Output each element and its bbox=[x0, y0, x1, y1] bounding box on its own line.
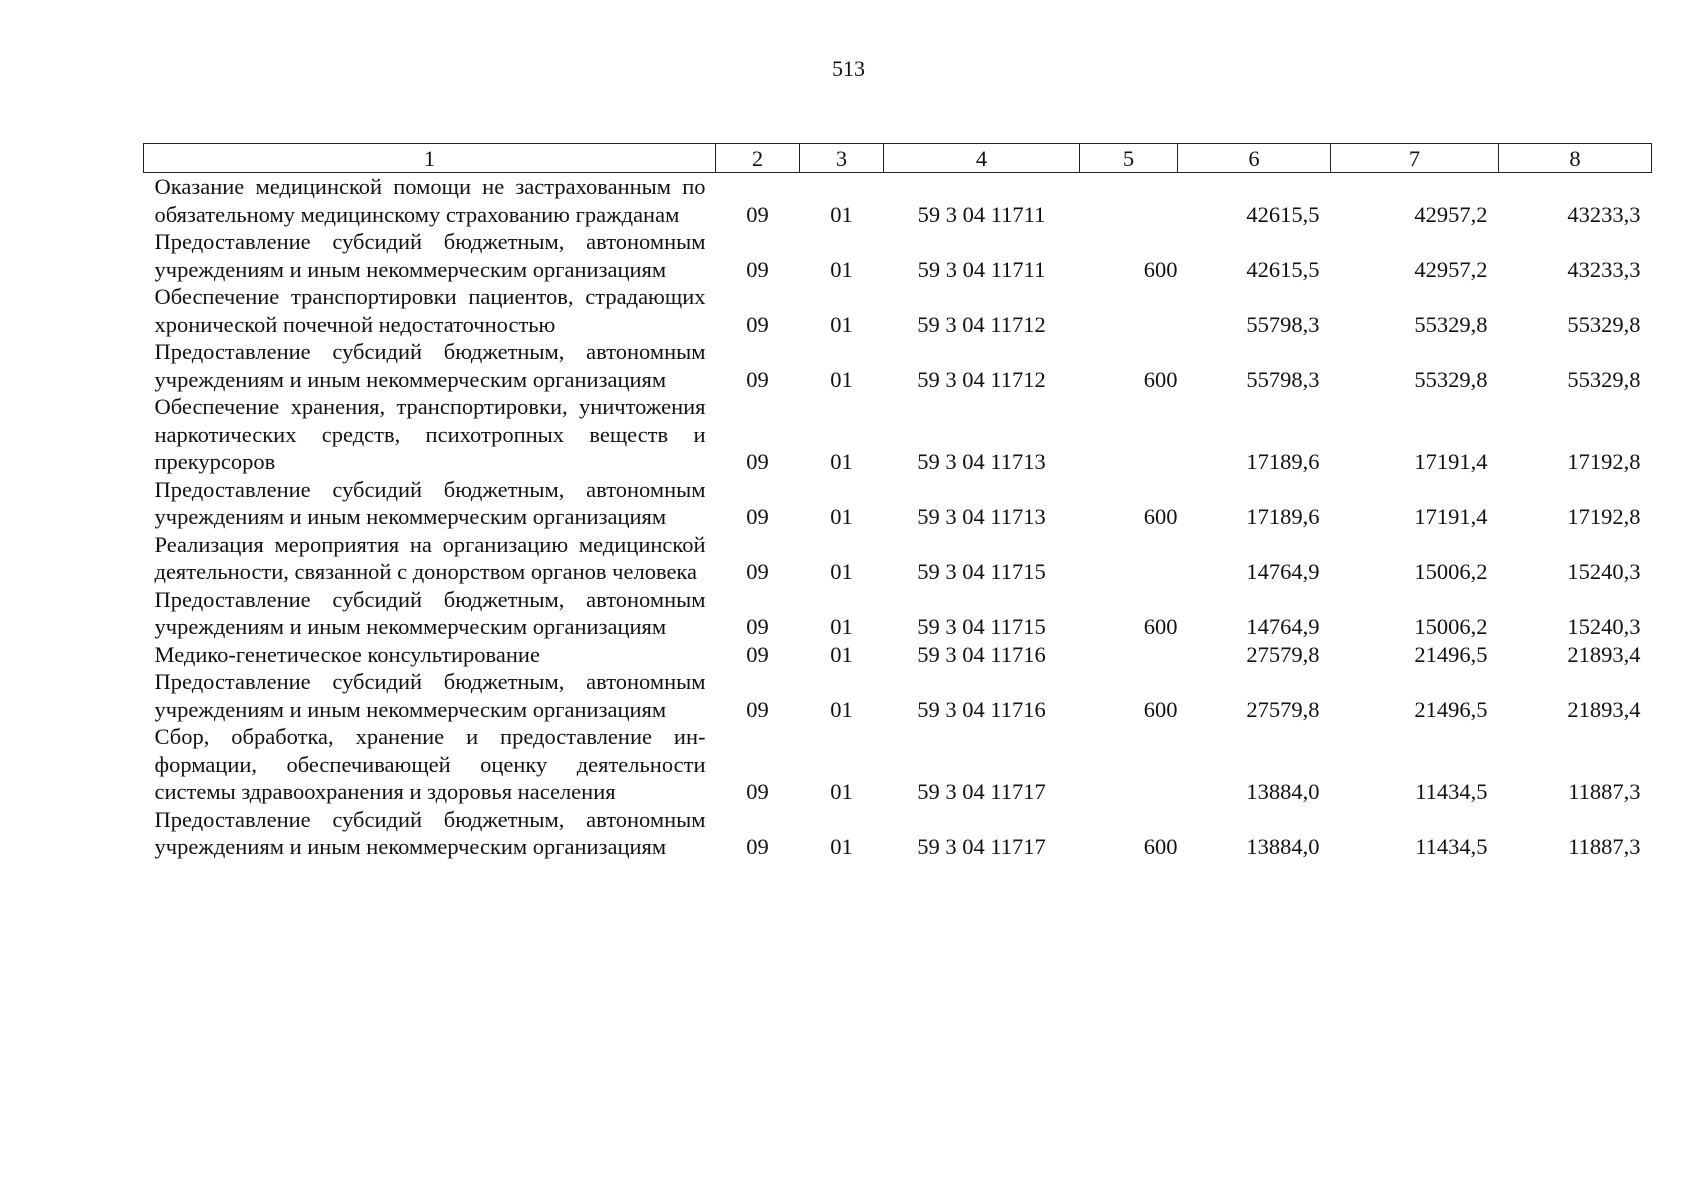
row-amount-col8: 43233,3 bbox=[1567, 256, 1641, 282]
row-amount-col7: 17191,4 bbox=[1414, 449, 1488, 474]
row-description: Предоставление субсидий бюджетным, автономным учреждениям и иным некоммерческим организациям bbox=[154, 669, 706, 722]
row-section-code: 09 bbox=[746, 504, 769, 529]
row-expense-type: 600 bbox=[1143, 614, 1178, 639]
row-expense-type bbox=[1080, 283, 1178, 338]
header-col-4: 4 bbox=[884, 144, 1080, 173]
row-subsection-code: 01 bbox=[830, 366, 853, 392]
row-target-article: 59 3 04 11713 bbox=[917, 504, 1046, 529]
row-amount-col8: 11887,3 bbox=[1568, 779, 1641, 804]
row-description: Предоставление субсидий бюджетным, автономным учреждениям и иным некоммерческим организациям bbox=[154, 806, 706, 859]
row-target-article: 59 3 04 11716 bbox=[917, 641, 1046, 667]
row-section-code: 09 bbox=[746, 614, 769, 639]
table-row bbox=[144, 668, 1652, 723]
row-subsection-code: 01 bbox=[830, 559, 853, 584]
row-amount-col7: 42957,2 bbox=[1414, 256, 1488, 282]
header-col-5: 5 bbox=[1080, 144, 1178, 173]
row-section-code: 09 bbox=[746, 201, 769, 227]
row-expense-type: 600 bbox=[1143, 256, 1178, 282]
row-description: Предоставление субсидий бюджетным, автономным учреждениям и иным некоммерческим организациям bbox=[154, 476, 706, 529]
row-description: Сбор, обработка, хранение и предоставление информации, обеспечивающей оценку деятельности системы здравоохранения и здоровья населения bbox=[154, 724, 706, 804]
row-amount-col8: 43233,3 bbox=[1567, 201, 1641, 227]
row-description: Реализация мероприятия на организацию медицинской деятельности, связанной с донорством органов человека bbox=[154, 531, 706, 584]
row-amount-col8: 15240,3 bbox=[1567, 614, 1641, 639]
row-expense-type bbox=[1080, 723, 1178, 806]
row-amount-col6: 42615,5 bbox=[1246, 201, 1320, 227]
row-section-code: 09 bbox=[746, 311, 769, 337]
row-expense-type bbox=[1080, 173, 1178, 229]
row-expense-type: 600 bbox=[1143, 834, 1178, 859]
row-section-code: 09 bbox=[746, 834, 769, 859]
row-amount-col7: 21496,5 bbox=[1414, 641, 1488, 667]
header-col-3: 3 bbox=[800, 144, 884, 173]
row-expense-type: 600 bbox=[1143, 696, 1178, 722]
row-amount-col6: 17189,6 bbox=[1246, 449, 1320, 474]
row-subsection-code: 01 bbox=[830, 614, 853, 639]
row-amount-col6: 13884,0 bbox=[1246, 834, 1320, 859]
header-col-7: 7 bbox=[1331, 144, 1499, 173]
table-row bbox=[144, 723, 1652, 806]
row-target-article: 59 3 04 11713 bbox=[917, 449, 1046, 474]
row-amount-col6: 13884,0 bbox=[1246, 779, 1320, 804]
row-amount-col7: 55329,8 bbox=[1414, 311, 1488, 337]
header-col-8: 8 bbox=[1499, 144, 1652, 173]
row-target-article: 59 3 04 11712 bbox=[917, 311, 1046, 337]
table-row bbox=[144, 338, 1652, 393]
table-row bbox=[144, 173, 1652, 229]
row-expense-type bbox=[1080, 531, 1178, 586]
row-amount-col8: 21893,4 bbox=[1567, 641, 1641, 667]
row-amount-col8: 15240,3 bbox=[1567, 559, 1641, 584]
row-target-article: 59 3 04 11715 bbox=[917, 614, 1046, 639]
row-amount-col8: 21893,4 bbox=[1567, 696, 1641, 722]
row-description: Предоставление субсидий бюджетным, автономным учреждениям и иным некоммерческим организациям bbox=[154, 586, 706, 639]
row-amount-col8: 55329,8 bbox=[1567, 311, 1641, 337]
header-col-6: 6 bbox=[1178, 144, 1331, 173]
row-section-code: 09 bbox=[746, 449, 769, 474]
row-amount-col6: 27579,8 bbox=[1246, 696, 1320, 722]
row-amount-col7: 21496,5 bbox=[1414, 696, 1488, 722]
row-amount-col6: 55798,3 bbox=[1246, 311, 1320, 337]
row-amount-col8: 55329,8 bbox=[1567, 366, 1641, 392]
row-amount-col7: 55329,8 bbox=[1414, 366, 1488, 392]
row-subsection-code: 01 bbox=[830, 696, 853, 722]
row-section-code: 09 bbox=[746, 696, 769, 722]
row-target-article: 59 3 04 11711 bbox=[917, 256, 1046, 282]
row-description: Предоставление субсидий бюджетным, автономным учреждениям и иным некоммерческим организациям bbox=[154, 339, 706, 392]
row-description: Обеспечение хранения, транспортировки, уничтожения наркотических средств, психотропных веществ и прекурсоров bbox=[154, 394, 706, 474]
row-subsection-code: 01 bbox=[830, 449, 853, 474]
row-amount-col7: 11434,5 bbox=[1415, 834, 1488, 859]
row-amount-col6: 14764,9 bbox=[1246, 559, 1320, 584]
row-section-code: 09 bbox=[746, 779, 769, 804]
row-section-code: 09 bbox=[746, 559, 769, 584]
table-row bbox=[144, 393, 1652, 476]
row-expense-type: 600 bbox=[1143, 504, 1178, 529]
row-target-article: 59 3 04 11715 bbox=[917, 559, 1046, 584]
row-section-code: 09 bbox=[746, 366, 769, 392]
row-amount-col7: 17191,4 bbox=[1414, 504, 1488, 529]
row-amount-col6: 55798,3 bbox=[1246, 366, 1320, 392]
row-subsection-code: 01 bbox=[830, 201, 853, 227]
table-row bbox=[144, 641, 1652, 669]
row-subsection-code: 01 bbox=[830, 504, 853, 529]
table-row bbox=[144, 806, 1652, 861]
row-amount-col8: 17192,8 bbox=[1567, 504, 1641, 529]
row-amount-col8: 11887,3 bbox=[1568, 834, 1641, 859]
row-amount-col7: 42957,2 bbox=[1414, 201, 1488, 227]
header-col-2: 2 bbox=[716, 144, 800, 173]
row-subsection-code: 01 bbox=[830, 641, 853, 667]
row-section-code: 09 bbox=[746, 641, 769, 667]
page-number: 513 bbox=[832, 56, 865, 81]
row-amount-col7: 11434,5 bbox=[1415, 779, 1488, 804]
row-amount-col7: 15006,2 bbox=[1414, 559, 1488, 584]
table-row bbox=[144, 476, 1652, 531]
row-description: Обеспечение транспортировки пациентов, страдающих хронической почечной недостаточностью bbox=[154, 284, 706, 337]
row-target-article: 59 3 04 11712 bbox=[917, 366, 1046, 392]
row-description: Предоставление субсидий бюджетным, автономным учреждениям и иным некоммерческим организациям bbox=[154, 229, 706, 282]
row-target-article: 59 3 04 11717 bbox=[917, 834, 1046, 859]
header-row bbox=[144, 144, 1652, 173]
row-amount-col6: 14764,9 bbox=[1246, 614, 1320, 639]
row-amount-col6: 42615,5 bbox=[1246, 256, 1320, 282]
row-target-article: 59 3 04 11716 bbox=[917, 696, 1046, 722]
row-expense-type bbox=[1080, 641, 1178, 669]
budget-table bbox=[143, 143, 1652, 861]
row-subsection-code: 01 bbox=[830, 779, 853, 804]
row-subsection-code: 01 bbox=[830, 311, 853, 337]
row-expense-type: 600 bbox=[1143, 366, 1178, 392]
row-amount-col8: 17192,8 bbox=[1567, 449, 1641, 474]
row-target-article: 59 3 04 11717 bbox=[917, 779, 1046, 804]
row-description: Оказание медицинской помощи не застрахованным по обязательному медицинскому страхованию гражданам bbox=[154, 174, 706, 227]
row-description: Медико-генетическое консультирование bbox=[154, 641, 540, 667]
row-amount-col6: 27579,8 bbox=[1246, 641, 1320, 667]
row-expense-type bbox=[1080, 393, 1178, 476]
row-section-code: 09 bbox=[746, 256, 769, 282]
row-subsection-code: 01 bbox=[830, 256, 853, 282]
row-amount-col7: 15006,2 bbox=[1414, 614, 1488, 639]
header-col-1: 1 bbox=[144, 144, 716, 173]
table-row bbox=[144, 586, 1652, 641]
table-row bbox=[144, 228, 1652, 283]
table-row bbox=[144, 531, 1652, 586]
row-amount-col6: 17189,6 bbox=[1246, 504, 1320, 529]
row-subsection-code: 01 bbox=[830, 834, 853, 859]
table-row bbox=[144, 283, 1652, 338]
row-target-article: 59 3 04 11711 bbox=[917, 201, 1046, 227]
table-body bbox=[144, 173, 1652, 861]
